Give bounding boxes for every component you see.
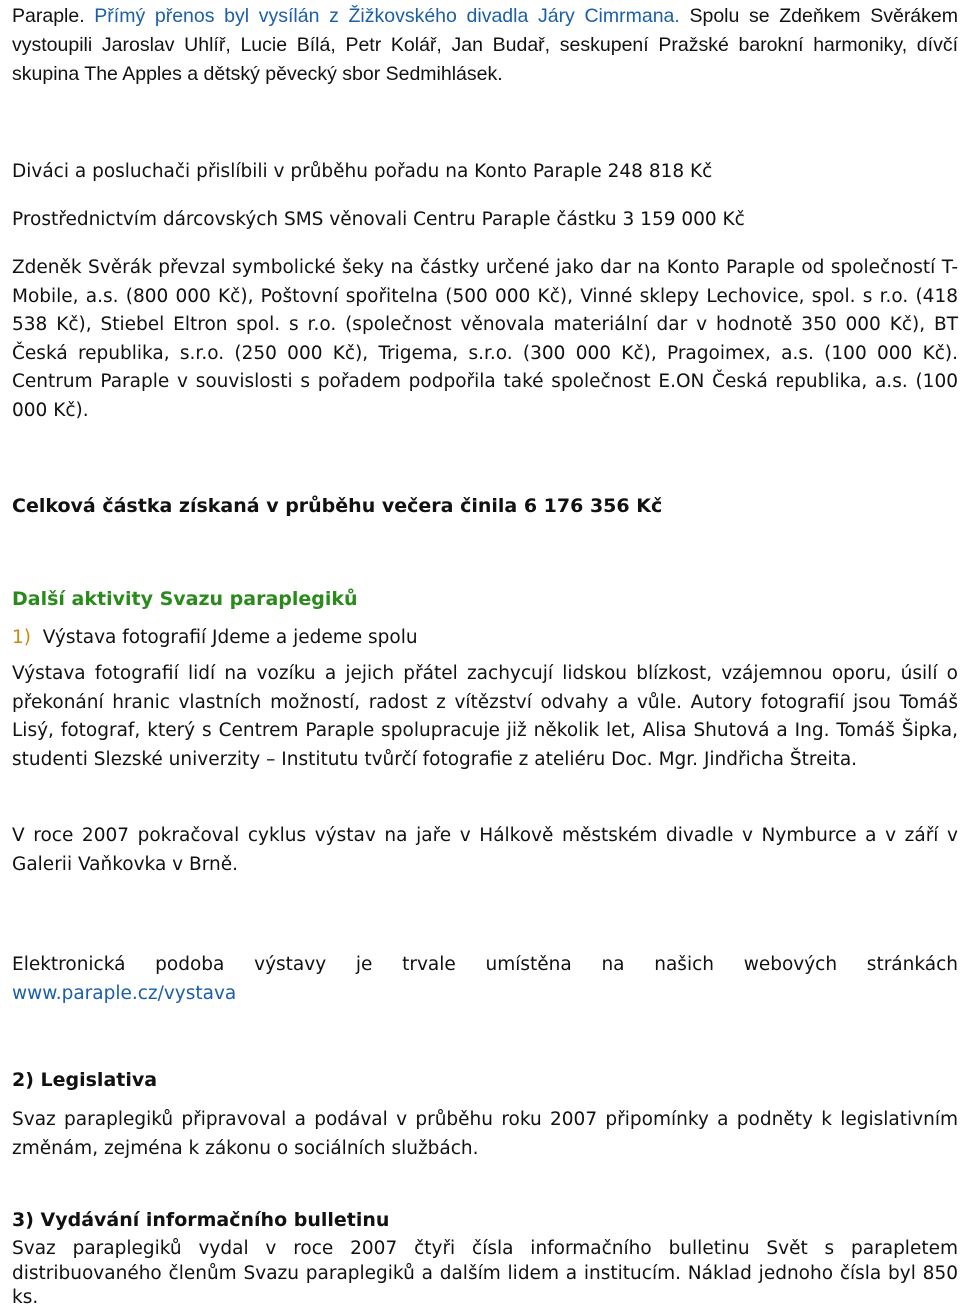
activities-heading: Další aktivity Svazu paraplegiků [12,588,358,610]
exhibition-2007: V roce 2007 pokračoval cyklus výstav na jaře v Hálkově městském divadle v Nymburce a v září v Galerii Vaňkovka v Brně. [12,825,958,875]
exhibition-url-link[interactable]: www.paraple.cz/vystava [12,983,237,1004]
intro-text-start: Paraple. [12,5,95,27]
online-exhibition [12,950,958,1008]
total-amount: Celková částka získaná v průběhu večera činila 6 176 356 Kč [12,495,663,517]
item-2-text: Svaz paraplegiků připravoval a podával v průběhu roku 2007 připomínky a podněty k legislativním změnám, zejména k zákonu o sociálních službách. [12,1109,958,1159]
sms-donations: Prostřednictvím dárcovských SMS věnovali Centru Paraple částku 3 159 000 Kč [12,209,745,230]
item-2-heading: 2) Legislativa [12,1069,158,1091]
intro-paragraph [12,2,958,89]
konto-pledges: Diváci a posluchači přislíbili v průběhu pořadu na Konto Paraple 248 818 Kč [12,161,713,182]
online-exhibition-text: Elektronická podoba výstavy je trvale umístěna na našich webových stránkách [12,954,958,975]
item-1-heading [12,624,958,652]
item-3-heading: 3) Vydávání informačního bulletinu [12,1209,390,1231]
exhibition-description: Výstava fotografií lidí na vozíku a jejich přátel zachycují lidskou blízkost, vzájemnou oporu, úsilí o překonání hranic vlastních možností, radost z vítězství odvahy a vůle. Autory fotografií jsou Tomáš Lisý, fotograf, který s Centrem Paraple spolupracuje již několik let, Alisa Shutová a Ing. Tomáš Šipka, studenti Slezské univerzity – Institutu tvůrčí fotografie z ateliéru Doc. Mgr. Jindřicha Štreita. [12,663,958,770]
intro-text-rest: Spolu se Zdeňkem Svěrákem vystoupili Jaroslav Uhlíř, Lucie Bílá, Petr Kolář, Jan Budař, seskupení Pražské barokní harmoniky, dívčí skupina The Apples a dětský pěvecký sbor Sedmihlásek. [12,5,958,85]
broadcast-link[interactable]: Přímý přenos byl vysílán z Žižkovského divadla Járy Cimrmana. [94,5,680,27]
item-3-text: Svaz paraplegiků vydal v roce 2007 čtyři čísla informačního bulletinu Svět s parapletem distribuovaného členům Svazu paraplegiků a dalším lidem a institucím. Náklad jednoho čísla byl 850 ks. [12,1238,958,1308]
item-1-number: 1) [12,627,31,648]
sponsors-paragraph: Zdeněk Svěrák převzal symbolické šeky na částky určené jako dar na Konto Paraple od společností T-Mobile, a.s. (800 000 Kč), Poštovní spořitelna (500 000 Kč), Vinné sklepy Lechovice, spol. s r.o. (418 538 Kč), Stiebel Eltron spol. s r.o. (společnost věnovala materiální dar v hodnotě 350 000 Kč), BT Česká republika, s.r.o. (250 000 Kč), Trigema, s.r.o. (300 000 Kč), Pragoimex, a.s. (100 000 Kč). Centrum Paraple v souvislosti s pořadem podpořila také společnost E.ON Česká republika, a.s. (100 000 Kč). [12,257,958,421]
item-1-title: Výstava fotografií Jdeme a jedeme spolu [42,627,418,648]
